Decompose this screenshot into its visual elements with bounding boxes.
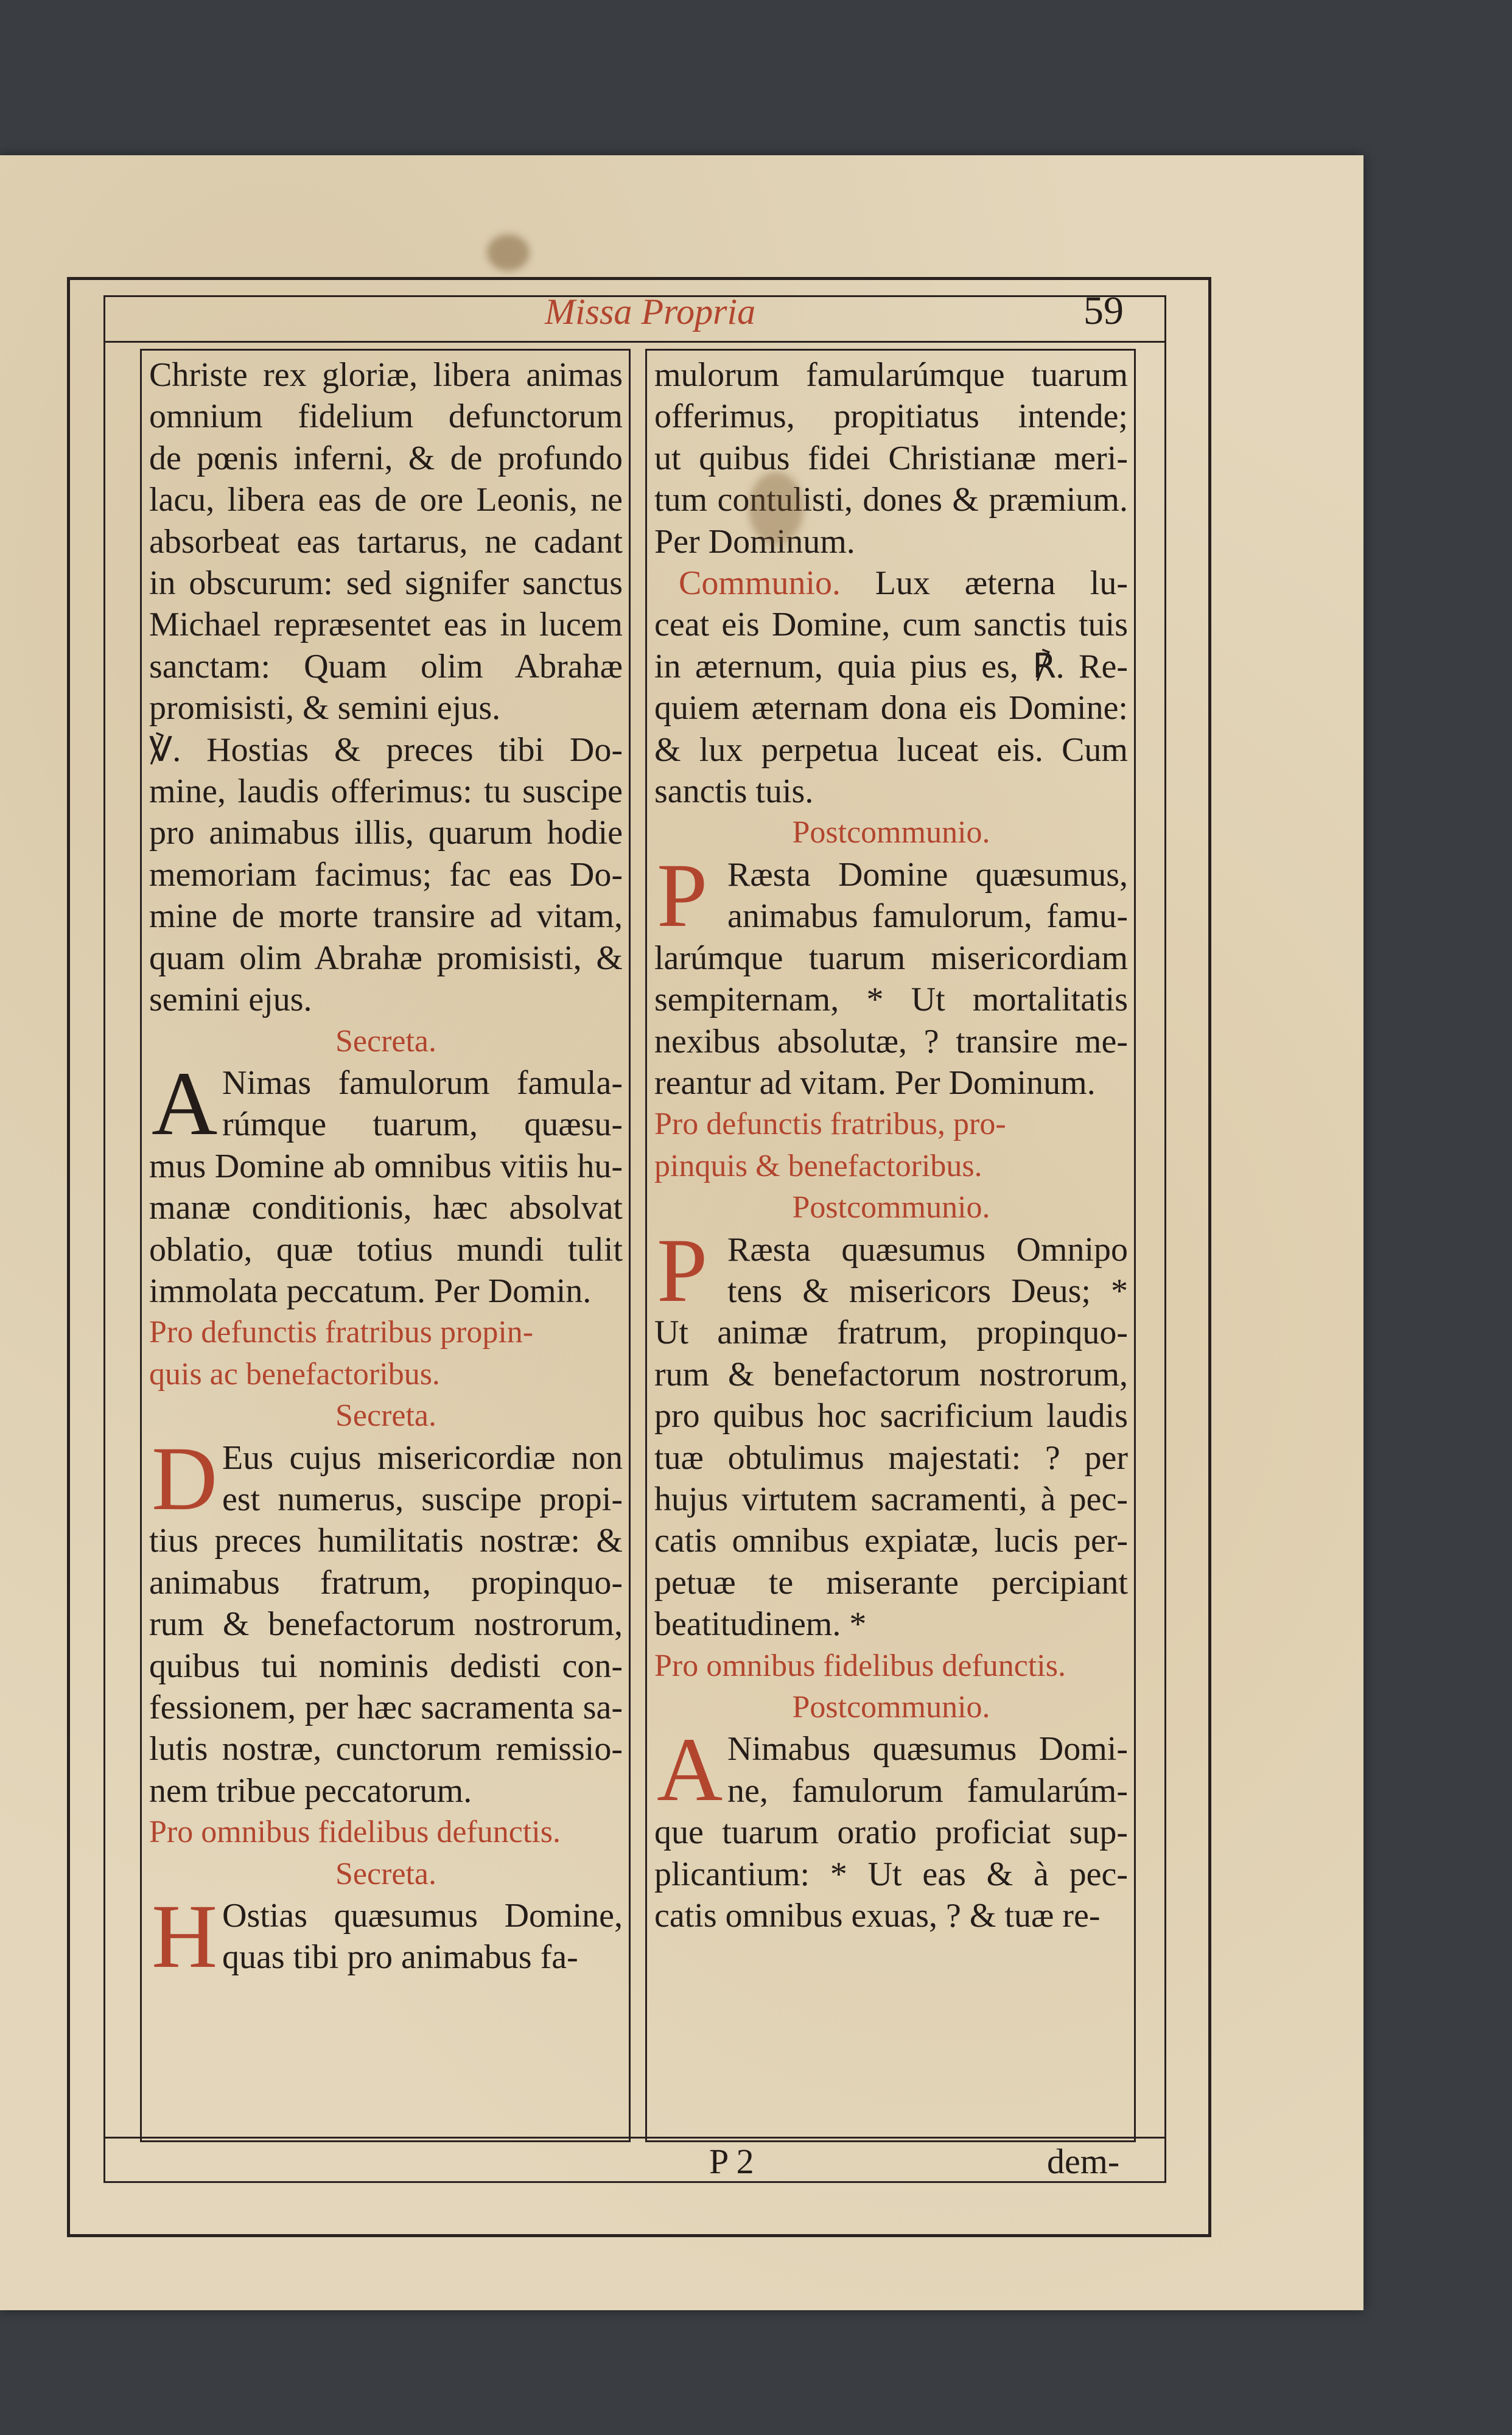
drop-capital: H xyxy=(152,1886,218,1988)
communio-text: Lux æterna lu- xyxy=(875,564,1128,603)
initial-paragraph xyxy=(149,1053,623,1312)
text-line: mulorum famularúmque tuarum xyxy=(654,356,1128,394)
text-line: tum contulisti, dones & præmium. xyxy=(654,481,1128,519)
initial-paragraph xyxy=(149,1428,623,1812)
text-line: tens & misericors Deus; * xyxy=(727,1272,1128,1310)
text-line: ceat eis Domine, cum sanctis tuis xyxy=(654,606,1128,644)
text-line: fessionem, per hæc sacramenta sa- xyxy=(149,1689,623,1726)
text-line: quam olim Abrahæ promisisti, & xyxy=(149,939,623,977)
text-line: absorbeat eas tartarus, ne cadant xyxy=(149,522,623,561)
text-line: semini ejus. xyxy=(149,981,312,1019)
text-line: sanctis tuis. xyxy=(654,773,814,811)
text-line: hujus virtutem sacramenti, à pec- xyxy=(654,1480,1128,1518)
text-line: nexibus absolutæ, ? transire me- xyxy=(654,1022,1128,1060)
text-line: animabus famulorum, famu- xyxy=(727,897,1128,936)
text-line: ut quibus fidei Christianæ meri- xyxy=(654,439,1128,477)
text-line: Per Dominum. xyxy=(654,522,855,561)
rubric-heading: Pro defunctis fratribus propin- xyxy=(149,1315,534,1350)
rubric-heading: Secreta. xyxy=(335,1856,436,1891)
text-line: quas tibi pro animabus fa- xyxy=(222,1938,578,1977)
signature-mark: P 2 xyxy=(709,2142,754,2181)
right-column xyxy=(645,349,1136,2142)
text-line: mine de morte transire ad vitam, xyxy=(149,897,623,936)
text-line: tuæ obtulimus majestati: ? per xyxy=(654,1438,1128,1477)
text-line: ne, famulorum famularúm- xyxy=(727,1771,1128,1810)
text-line: catis omnibus exuas, ? & tuæ re- xyxy=(654,1897,1101,1935)
page-number: 59 xyxy=(1083,289,1124,333)
text-line: catis omnibus expiatæ, lucis per- xyxy=(654,1522,1128,1560)
text-line: lutis nostræ, cunctorum remissio- xyxy=(149,1730,623,1768)
text-line: oblatio, quæ totius mundi tulit xyxy=(149,1230,623,1269)
text-line: beatitudinem. * xyxy=(654,1605,867,1644)
text-line: ℣. Hostias & preces tibi Do- xyxy=(149,730,623,769)
rubric-heading: Postcommunio. xyxy=(792,1190,990,1225)
text-line: Ostias quæsumus Domine, xyxy=(222,1897,623,1935)
text-line: de pœnis inferni, & de profundo xyxy=(149,439,623,477)
drop-capital: P xyxy=(657,1219,708,1321)
paper-stain xyxy=(487,234,530,271)
text-line: rum & benefactorum nostrorum, xyxy=(654,1355,1128,1393)
text-line: reantur ad vitam. Per Dominum. xyxy=(654,1063,1096,1102)
rubric-heading: pinquis & benefactoribus. xyxy=(654,1148,982,1183)
rubric-heading: quis ac benefactoribus. xyxy=(149,1356,440,1392)
text-line: Michael repræsentet eas in lucem xyxy=(149,606,623,644)
rubric-heading: Pro defunctis fratribus, pro- xyxy=(654,1107,1006,1142)
text-line: in obscurum: sed signifer sanctus xyxy=(149,564,623,603)
drop-capital: A xyxy=(657,1719,723,1821)
text-line: tius preces humilitatis nostræ: & xyxy=(149,1522,623,1560)
text-line: Eus cujus misericordiæ non xyxy=(222,1438,623,1477)
text-line: Ræsta quæsumus Omnipo xyxy=(727,1230,1128,1269)
text-line: rum & benefactorum nostrorum, xyxy=(149,1605,623,1644)
drop-capital: A xyxy=(152,1053,218,1154)
running-title: Missa Propria xyxy=(545,292,756,332)
text-line: manæ conditionis, hæc absolvat xyxy=(149,1189,623,1227)
text-line xyxy=(654,562,1128,604)
text-line: Ut animæ fratrum, propinquo- xyxy=(654,1314,1128,1352)
text-line: Nimabus quæsumus Domi- xyxy=(727,1730,1128,1768)
text-line: plicantium: * Ut eas & à pec- xyxy=(654,1855,1128,1893)
text-line: lacu, libera eas de ore Leonis, ne xyxy=(149,481,623,519)
rubric-heading: Pro omnibus fidelibus defunctis. xyxy=(149,1815,561,1850)
text-line: que tuarum oratio proficiat sup- xyxy=(654,1813,1128,1852)
text-line: nem tribue peccatorum. xyxy=(149,1771,472,1810)
text-line: sempiternam, * Ut mortalitatis xyxy=(654,981,1128,1019)
text-line: pro animabus illis, quarum hodie xyxy=(149,814,623,852)
text-line: quibus tui nominis dedisti con- xyxy=(149,1647,623,1685)
rubric-heading: Secreta. xyxy=(335,1398,436,1434)
rubric-heading: Postcommunio. xyxy=(792,1690,990,1725)
initial-paragraph xyxy=(654,1219,1128,1645)
text-line: memoriam facimus; fac eas Do- xyxy=(149,855,623,894)
catchword: dem- xyxy=(1047,2142,1120,2181)
initial-paragraph xyxy=(654,1719,1128,1936)
text-line: offerimus, propitiatus intende; xyxy=(654,398,1128,436)
text-line: petuæ te miserante percipiant xyxy=(654,1563,1128,1602)
rubric-heading: Postcommunio. xyxy=(792,815,990,850)
text-line: Ræsta Domine quæsumus, xyxy=(727,855,1128,894)
left-column xyxy=(140,349,631,2142)
text-line: mus Domine ab omnibus vitiis hu- xyxy=(149,1147,623,1185)
text-line: promisisti, & semini ejus. xyxy=(149,689,501,727)
drop-capital: D xyxy=(152,1428,218,1529)
rubric-heading: Pro omnibus fidelibus defunctis. xyxy=(654,1648,1066,1683)
text-line: mine, laudis offerimus: tu suscipe xyxy=(149,773,623,811)
communio-label: Communio. xyxy=(679,564,841,603)
text-line: sanctam: Quam olim Abrahæ xyxy=(149,647,623,685)
text-line: animabus fratrum, propinquo- xyxy=(149,1563,623,1602)
initial-paragraph xyxy=(149,1886,623,1988)
text-line: quiem æternam dona eis Domine: xyxy=(654,689,1128,727)
text-line: Christe rex gloriæ, libera animas xyxy=(149,356,623,394)
text-line: pro quibus hoc sacrificium laudis xyxy=(654,1397,1128,1435)
text-line: & lux perpetua luceat eis. Cum xyxy=(654,730,1128,769)
rubric-heading: Secreta. xyxy=(335,1023,436,1059)
text-line: est numerus, suscipe propi- xyxy=(222,1480,623,1518)
text-line: omnium fidelium defunctorum xyxy=(149,398,623,436)
initial-paragraph xyxy=(654,844,1128,1104)
text-line: immolata peccatum. Per Domin. xyxy=(149,1272,592,1310)
text-line: Nimas famulorum famula- xyxy=(222,1063,623,1102)
book-page xyxy=(0,155,1363,2310)
text-line: larúmque tuarum misericordiam xyxy=(654,939,1128,977)
text-line: in æternum, quia pius es, ℟. Re- xyxy=(654,647,1128,685)
paper-stain xyxy=(749,472,803,545)
text-line: rúmque tuarum, quæsu- xyxy=(222,1105,623,1144)
drop-capital: P xyxy=(657,844,708,946)
header-rule xyxy=(103,341,1166,343)
